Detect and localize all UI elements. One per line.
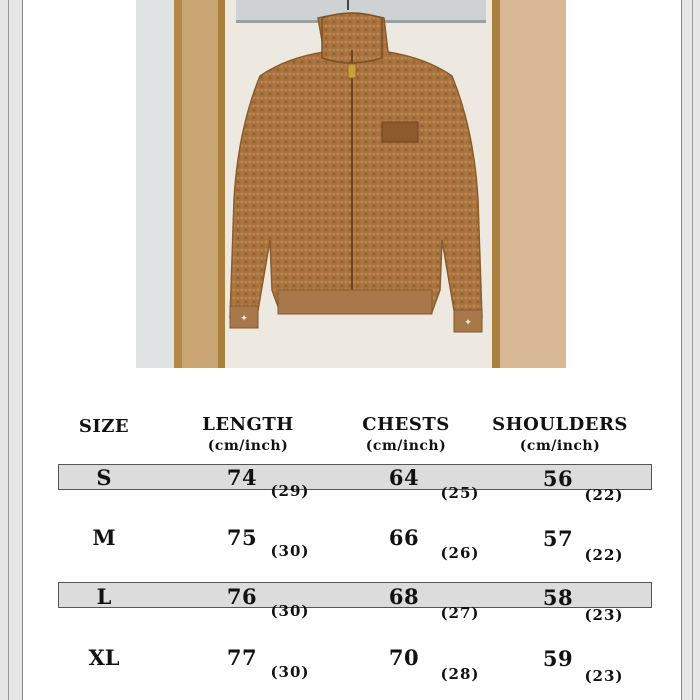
shoulders-unit: (cm/inch) <box>519 438 601 454</box>
chest-cm: 70 <box>388 645 420 670</box>
shoulder-inch: (23) <box>584 606 624 624</box>
length-inch: (30) <box>270 602 310 620</box>
chest-inch: (26) <box>440 544 480 562</box>
chests-header <box>346 414 466 454</box>
size-label: S <box>96 465 112 490</box>
length-inch: (30) <box>270 542 310 560</box>
shoulder-cm: 58 <box>542 585 574 610</box>
shoulder-cm: 59 <box>542 646 574 671</box>
shoulders-header <box>492 414 628 454</box>
chest-cm: 64 <box>388 465 420 490</box>
svg-text:✦: ✦ <box>464 318 472 328</box>
chest-inch: (25) <box>440 484 480 502</box>
chest-inch: (28) <box>440 665 480 683</box>
chests-title: CHESTS <box>362 414 450 435</box>
chests-unit: (cm/inch) <box>365 438 447 454</box>
length-title: LENGTH <box>202 414 294 435</box>
product-photo <box>136 0 566 368</box>
length-inch: (30) <box>270 663 310 681</box>
shoulder-inch: (22) <box>584 486 624 504</box>
shoulder-cm: 56 <box>542 466 574 491</box>
shoulder-cm: 57 <box>542 526 574 551</box>
size-label: XL <box>88 645 120 670</box>
shoulders-title: SHOULDERS <box>492 414 628 435</box>
size-header: SIZE <box>78 416 130 437</box>
chest-cm: 68 <box>388 584 420 609</box>
chest-inch: (27) <box>440 604 480 622</box>
size-label: M <box>92 525 116 550</box>
jacket-illustration <box>136 0 566 368</box>
left-frame-border <box>0 0 23 700</box>
right-frame-border <box>681 0 700 700</box>
chest-cm: 66 <box>388 525 420 550</box>
length-header <box>188 414 308 454</box>
svg-text:✦: ✦ <box>240 314 248 324</box>
length-cm: 77 <box>226 645 258 670</box>
length-cm: 75 <box>226 525 258 550</box>
length-cm: 76 <box>226 584 258 609</box>
shoulder-inch: (23) <box>584 667 624 685</box>
size-label: L <box>96 584 112 609</box>
length-inch: (29) <box>270 482 310 500</box>
length-cm: 74 <box>226 465 258 490</box>
length-unit: (cm/inch) <box>207 438 289 454</box>
shoulder-inch: (22) <box>584 546 624 564</box>
